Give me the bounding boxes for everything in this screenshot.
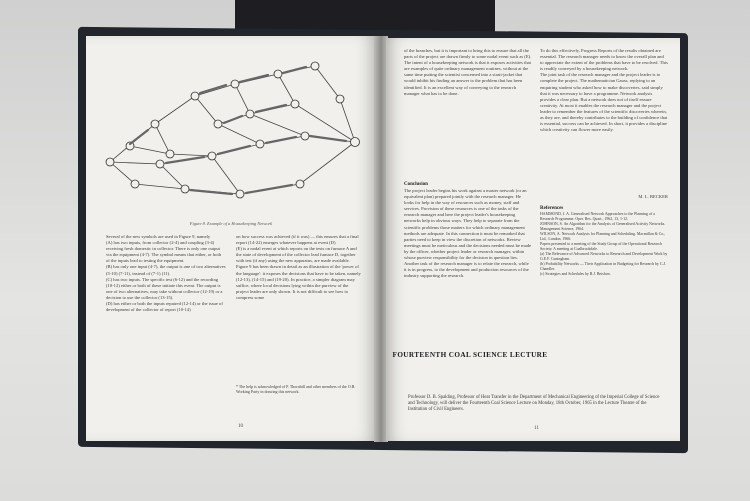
conclusion-heading: Conclusion — [404, 182, 428, 187]
right-page — [386, 38, 680, 441]
right-col1-text-b: The project leader begins his work against a master network (or an equivalent plan) prepared jointly with the research manager. He looks for help in the way of resources such as money, staff and services. Provision of these resources is one of the tasks of the research manager and here the project leader's housekeeping networks help in obvious ways. They help to separate from the scientific problems those matters for which ordinary management methods are adequate. In this connection it must be remarked that parties need to keep in view the discretion of networks. Review meetings must be meticulous and the decisions needed must be made by the officer, whether project leader or research manager, within whose purview responsibility for the decision in question lies. Another task of the research manager is to relate the research, while it is in progress, to the development and production resources of the industry supporting the research. — [404, 188, 532, 279]
right-col1-text-a: of the branches, but it is important to bring this to ensure that all the parts of the project are drawn firmly to some nodal event such as (E). The intent of a housekeeping network is that it exposes activities that are examples of quite ordinary management routines, without at the same time putting the scientist concerned into a strait-jacket that would inhibit his finding an answer to the problem that has been identified. It is an excellent way of conveying to the research manager what has to be done. — [404, 48, 532, 96]
right-col2-text: To do this effectively, Progress Reports of the results obtained are essential. The research manager needs to know the overall plan and to appreciate the extent of the problems that have to be resolved. This is readily conveyed by a housekeeping network. The joint task of the research manager and the project leader is to complete the project. The mathematician Gauss, replying to an enquiring student who asked how to make discoveries, said simply that it was necessary to have a programme. Network analysis provides a clear plan. But a network does not of itself ensure creativity. At most it enables the research manager and the project leader to remember the features of the scientific discoveries wherein, as they are, and thereby contributes to the building of confidence that is essential, success can be achieved. In short, it provides a discipline which creativity can flower more easily. — [540, 48, 668, 133]
references-text: HAMMOND, J. A. Generalised Network Approaches to the Planning of a Research Programme. Oper. Res. Quart., 1962, 13, 1-12. JOHNSON, S. An Algorithm for the Analysis of Generalised Activity Networks. Management Science, 1964. WILSON, A. Network Analysis for Planning and Scheduling. Macmillan & Co., Ltd., London, 1966. Papers presented to a meeting of the Study Group of the Operational Research Society. A meeting at Coalbrookdale. (a) The Relevance of Advanced Networks to Research and Development Work by G.E.F. Cuningham. (b) Probability Networks — Their Application in Budgeting for Research by C.J. Chandler. (c) Strategies and Schedules by R.J. Beishon. — [540, 212, 668, 276]
references-heading: References — [540, 206, 564, 211]
signature: M. L. BECKER — [638, 194, 668, 199]
open-book — [78, 30, 688, 450]
figure-caption: Figure 8. Example of a Housekeeping Network — [189, 221, 273, 226]
left-page — [86, 36, 376, 441]
page-number-left: 10 — [238, 424, 243, 429]
lecture-text: Professor D. B. Spalding, Professor of Heat Transfer in the Department of Mechanical Engineering of the Imperial College of Science and Technology, will deliver the Fourteenth Coal Science Lecture on Monday, 18th October, 1965 in the Lecture Theatre of the Institution of Civil Engineers. — [408, 395, 660, 413]
network-diagram — [100, 44, 368, 212]
left-column-text: Several of the new symbols are used in Figure 9, namely (A) has two inputs, from collector (2-4) and coupling (3-4) receiving fresh domestic in collector. There is only one output via the equipment (4-7). The symbol means that either, or both of the inputs lead to testing the equipment. (B) has only one input (4-7), the output is one of two alternatives (5-10) (7-11), instead of (7-1) (11). (C) has two inputs. The specific test (6-12) and the recording (10-12) either or both of these initiate this event. The output is one of two alternatives, may take without collector (12-19) or a decision to use the collector (13-15). (D) has either or both the inputs repaired (12-14) or the issue of development of the collector of report (10-14) — [106, 234, 226, 313]
lecture-heading: FOURTEENTH COAL SCIENCE LECTURE — [392, 351, 548, 359]
page-number-right: 11 — [534, 426, 539, 431]
right-column-text: on how success was achieved (if it was) — this ensures that a final report (14-22) emerges whatever happens at event (D) (E) is a nodal event at which reports on the tests on furnace A and the state of development of the collector lead furnace D, together with test (if any) using the new apparatus, are made available. Figure 9 has been drawn in detail as an illustration of the 'power of the language': it exposes the decisions that have to be taken, namely (12-13), (14-15) and (19-20). In practice, a simpler diagram may suffice, where local decisions lying within the purview of the project leader are only shown. It is not difficult to see how to compress some — [236, 234, 361, 300]
footnote: * The help is acknowledged of P. Thornhill and other members of the O.R. Working Party in drawing this network. — [236, 384, 356, 395]
